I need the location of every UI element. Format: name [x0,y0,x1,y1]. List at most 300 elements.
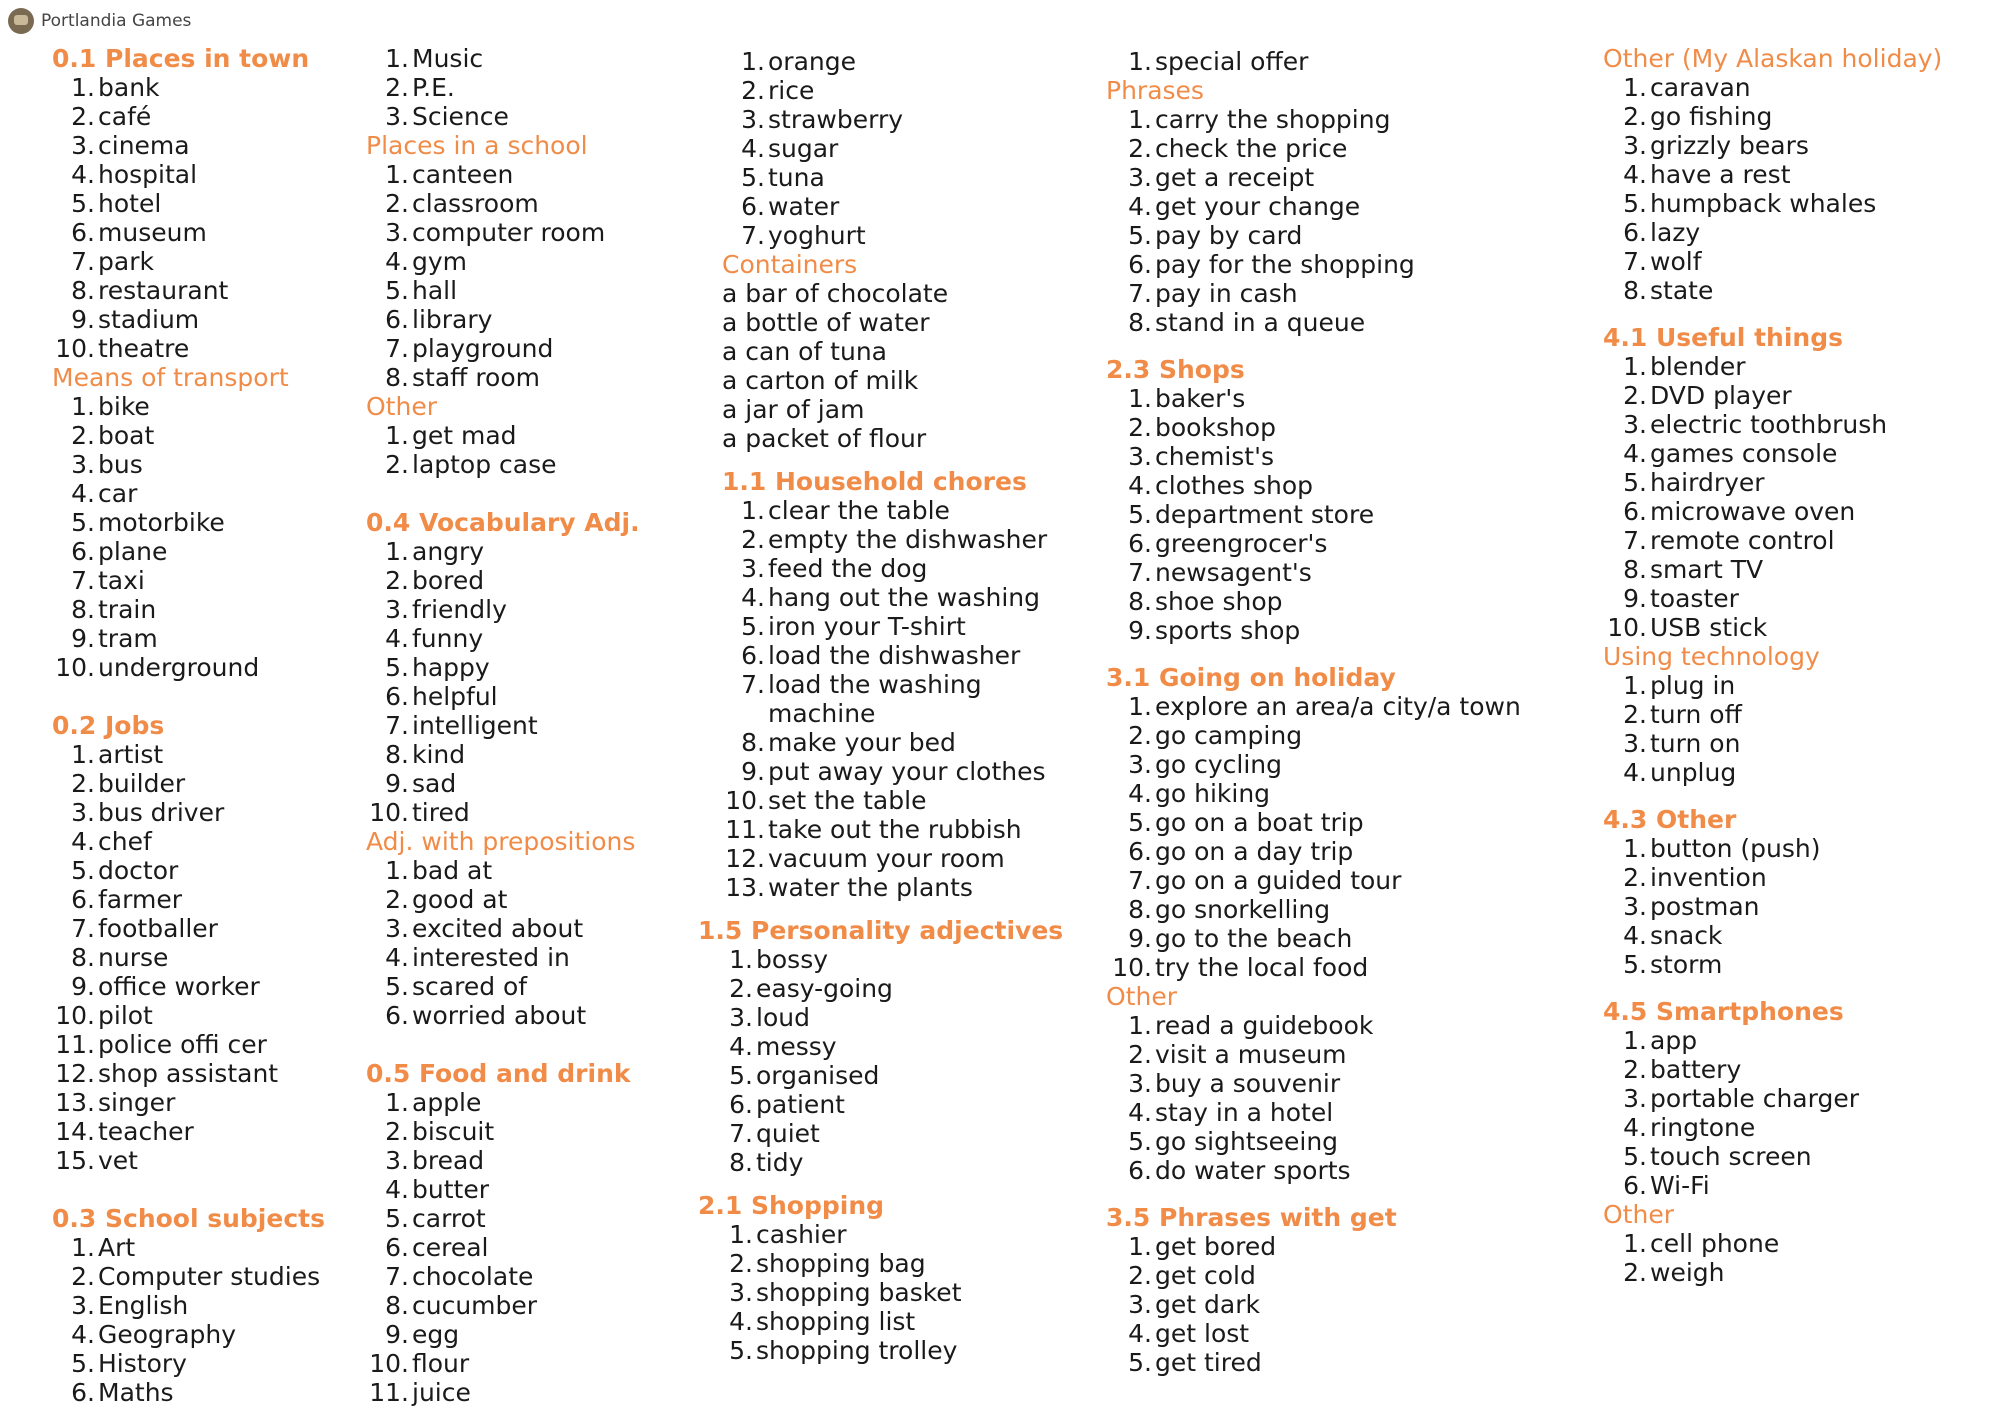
item-number: 2. [71,421,95,450]
item-number: 10. [55,334,95,363]
item-number: 3. [741,105,765,134]
item-number: 7. [1128,558,1152,587]
item-number: 1. [385,537,409,566]
item-text: unplug [1650,758,1737,787]
item-number: 1. [1623,352,1647,381]
list-item [710,105,1063,134]
item-text: History [98,1349,187,1378]
list-item [1603,892,1942,921]
item-number: 6. [385,682,409,711]
item-text: worried about [412,1001,587,1030]
list-item [1106,924,1521,953]
item-text: park [98,247,154,276]
item-text: go to the beach [1155,924,1353,953]
item-number: 5. [1623,189,1647,218]
list-item [1603,950,1942,979]
item-number: 1. [385,856,409,885]
item-number: 1. [1128,1011,1152,1040]
list-item [1603,526,1942,555]
item-number: 5. [1128,808,1152,837]
item-number: 3. [385,1146,409,1175]
list-item [1106,413,1521,442]
item-number: 5. [729,1061,753,1090]
list-item [366,914,640,943]
item-number: 2. [1623,381,1647,410]
item-number: 3. [385,102,409,131]
item-text: carry the shopping [1155,105,1391,134]
item-text: egg [412,1320,460,1349]
list-item [710,1119,1063,1148]
item-number: 3. [385,218,409,247]
item-text: builder [98,769,186,798]
item-number: 3. [1623,729,1647,758]
list-item [710,221,1063,250]
item-text: iron your T-shirt [768,612,966,641]
item-text: bossy [756,945,829,974]
item-number: 6. [1128,250,1152,279]
item-number: 1. [71,740,95,769]
list-item [52,1088,325,1117]
list-item [52,1030,325,1059]
list-item [710,134,1063,163]
list-item [1106,1069,1521,1098]
item-text: bus driver [98,798,225,827]
list-item [52,160,325,189]
item-number: 4. [385,247,409,276]
item-text: go sightseeing [1155,1127,1339,1156]
item-number: 5. [71,189,95,218]
item-text: get lost [1155,1319,1250,1348]
item-text: sad [412,769,457,798]
item-number: 9. [741,757,765,786]
item-text: tram [98,624,158,653]
list-item [366,711,640,740]
item-number: 5. [741,163,765,192]
item-text: boat [98,421,155,450]
item-number: 9. [71,305,95,334]
item-text: blender [1650,352,1746,381]
list-item: a bottle of water [722,308,930,337]
item-text: loud [756,1003,810,1032]
list-item [366,1088,640,1117]
item-number: 5. [385,972,409,1001]
list-item [52,305,325,334]
item-text: scared of [412,972,528,1001]
item-text: hairdryer [1650,468,1765,497]
item-number: 1. [385,44,409,73]
item-text: tuna [768,163,825,192]
item-number: 12. [55,1059,95,1088]
section-gap [1603,979,1942,997]
list-item [1603,729,1942,758]
list-item [52,102,325,131]
item-number [710,699,765,728]
item-text: bad at [412,856,493,885]
item-number: 2. [385,566,409,595]
list-item [1603,834,1942,863]
item-number: 5. [71,508,95,537]
subsection-heading: Means of transport [52,363,289,392]
subsection-heading: Other (My Alaskan holiday) [1603,44,1943,73]
list-item [1106,500,1521,529]
item-text: weigh [1650,1258,1725,1287]
item-text: theatre [98,334,190,363]
list-item [710,525,1063,554]
list-item [366,189,640,218]
item-number: 3. [1128,1290,1152,1319]
item-text: department store [1155,500,1375,529]
item-text: bored [412,566,485,595]
item-text: pay in cash [1155,279,1298,308]
item-number: 8. [385,740,409,769]
item-text: vacuum your room [768,844,1005,873]
list-item [710,583,1063,612]
item-text: turn on [1650,729,1741,758]
item-text: stadium [98,305,200,334]
list-item [710,1148,1063,1177]
item-text: hang out the washing [768,583,1040,612]
item-text: biscuit [412,1117,495,1146]
subsection-heading: Places in a school [366,131,588,160]
item-text: check the price [1155,134,1348,163]
item-number: 3. [1623,131,1647,160]
item-text: apple [412,1088,482,1117]
item-number: 8. [741,728,765,757]
list-item [366,1117,640,1146]
item-text: motorbike [98,508,225,537]
item-number: 2. [71,102,95,131]
list-item [1603,700,1942,729]
item-text: newsagent's [1155,558,1312,587]
item-text: rice [768,76,815,105]
item-number: 4. [1623,1113,1647,1142]
item-number: 7. [385,711,409,740]
list-item [366,450,640,479]
item-text: smart TV [1650,555,1764,584]
list-item [1106,442,1521,471]
item-number: 7. [729,1119,753,1148]
list-item [1603,863,1942,892]
item-text: friendly [412,595,507,624]
item-number: 2. [1623,102,1647,131]
list-item [52,653,325,682]
list-item [710,1307,1063,1336]
item-text: farmer [98,885,182,914]
list-item [1106,837,1521,866]
item-text: bread [412,1146,485,1175]
item-text: take out the rubbish [768,815,1022,844]
list-item [1106,953,1521,982]
item-number: 4. [729,1032,753,1061]
list-item [1106,1290,1521,1319]
item-text: go on a boat trip [1155,808,1364,837]
item-text: games console [1650,439,1838,468]
item-text: plane [98,537,168,566]
item-number: 6. [385,1001,409,1030]
item-text: feed the dog [768,554,928,583]
item-number: 4. [729,1307,753,1336]
list-item [710,612,1063,641]
item-number: 4. [741,583,765,612]
list-item [710,974,1063,1003]
item-text: pay by card [1155,221,1303,250]
list-item [366,1320,640,1349]
item-number: 1. [1623,1026,1647,1055]
item-text: classroom [412,189,539,218]
column-3 [698,47,1064,1365]
section-gap [366,1030,640,1059]
item-number: 3. [1128,1069,1152,1098]
item-number: 2. [741,76,765,105]
item-number: 6. [71,1378,95,1407]
item-number: 6. [71,885,95,914]
item-number: 3. [741,554,765,583]
item-number: 8. [385,363,409,392]
list-item [366,218,640,247]
item-number: 2. [1128,1040,1152,1069]
item-text: humpback whales [1650,189,1877,218]
item-text: chemist's [1155,442,1274,471]
section-gap [52,1175,325,1204]
item-text: get tired [1155,1348,1262,1377]
section-heading: 3.1 Going on holiday [1106,663,1396,692]
item-text: touch screen [1650,1142,1812,1171]
item-number: 4. [71,160,95,189]
list-item [52,566,325,595]
item-number: 2. [385,885,409,914]
list-item [366,537,640,566]
section-gap [1603,305,1942,323]
item-text: clear the table [768,496,950,525]
item-number: 4. [1623,921,1647,950]
item-text: funny [412,624,484,653]
item-number: 7. [385,334,409,363]
item-text: carrot [412,1204,486,1233]
list-item [1603,555,1942,584]
item-text: yoghurt [768,221,866,250]
list-item [1106,384,1521,413]
list-item [1106,1098,1521,1127]
list-item [1106,750,1521,779]
item-number: 8. [71,943,95,972]
item-number: 13. [725,873,765,902]
list-item [1603,1229,1942,1258]
item-number: 1. [71,73,95,102]
list-item [1106,163,1521,192]
item-text: clothes shop [1155,471,1314,500]
item-number: 3. [1128,750,1152,779]
list-item [366,73,640,102]
item-number: 8. [71,276,95,305]
item-text: flour [412,1349,470,1378]
item-number: 6. [1128,837,1152,866]
item-text: tired [412,798,470,827]
list-item [366,1175,640,1204]
list-item [366,1204,640,1233]
list-item [52,1146,325,1175]
item-number: 12. [725,844,765,873]
item-number: 4. [71,479,95,508]
item-number: 2. [1623,1258,1647,1287]
item-text: teacher [98,1117,194,1146]
list-item [366,1001,640,1030]
item-number: 2. [71,769,95,798]
item-text: café [98,102,152,131]
item-text: stand in a queue [1155,308,1366,337]
list-item [710,554,1063,583]
section-heading: 0.5 Food and drink [366,1059,631,1088]
list-item [710,47,1063,76]
item-text: microwave oven [1650,497,1856,526]
item-text: get your change [1155,192,1361,221]
item-number: 6. [385,1233,409,1262]
item-text: strawberry [768,105,904,134]
item-number: 8. [1128,308,1152,337]
item-number: 9. [1623,584,1647,613]
item-text: P.E. [412,73,455,102]
item-text: museum [98,218,207,247]
item-number: 1. [1128,692,1152,721]
column-1 [52,44,325,1407]
item-text: tidy [756,1148,804,1177]
subsection-heading: Containers [722,250,858,279]
item-text: shoe shop [1155,587,1283,616]
item-text: have a rest [1650,160,1791,189]
item-text: artist [98,740,164,769]
list-item [52,537,325,566]
list-item [710,76,1063,105]
item-text: water [768,192,840,221]
list-item [1106,529,1521,558]
item-text: bus [98,450,143,479]
item-number: 11. [725,815,765,844]
item-text: police offi cer [98,1030,267,1059]
section-heading: 0.3 School subjects [52,1204,325,1233]
item-number: 8. [1623,555,1647,584]
list-item [1106,105,1521,134]
item-text: USB stick [1650,613,1768,642]
item-number: 3. [71,450,95,479]
item-text: butter [412,1175,489,1204]
section-gap [710,902,1063,916]
section-heading: 4.3 Other [1603,805,1737,834]
item-text: caravan [1650,73,1751,102]
item-number: 2. [729,1249,753,1278]
item-text: sports shop [1155,616,1301,645]
item-number: 7. [741,670,765,699]
item-number: 7. [71,914,95,943]
item-text: DVD player [1650,381,1792,410]
list-item [1603,276,1942,305]
item-text: Science [412,102,509,131]
item-text: chocolate [412,1262,534,1291]
item-text: go camping [1155,721,1303,750]
list-item [366,1378,640,1407]
item-text: canteen [412,160,514,189]
item-text: electric toothbrush [1650,410,1888,439]
item-number: 9. [385,1320,409,1349]
list-item [1106,895,1521,924]
item-text: set the table [768,786,927,815]
list-item [52,769,325,798]
item-number: 4. [385,1175,409,1204]
list-item [52,1117,325,1146]
list-item [1603,1171,1942,1200]
item-number: 5. [71,1349,95,1378]
item-text: singer [98,1088,176,1117]
list-item [366,769,640,798]
item-number: 10. [1112,953,1152,982]
item-number: 5. [1623,950,1647,979]
item-number: 1. [729,945,753,974]
list-item [52,885,325,914]
item-number: 1. [741,47,765,76]
item-number: 6. [729,1090,753,1119]
list-item [366,682,640,711]
item-text: cell phone [1650,1229,1780,1258]
list-item [710,496,1063,525]
item-number: 10. [369,1349,409,1378]
item-text: good at [412,885,508,914]
list-item [1603,73,1942,102]
item-text: patient [756,1090,845,1119]
column-5 [1603,44,1942,1287]
item-text: go on a day trip [1155,837,1354,866]
item-text: hospital [98,160,198,189]
list-item [52,334,325,363]
item-number: 1. [71,392,95,421]
list-item [1106,866,1521,895]
item-number: 5. [385,276,409,305]
list-item [1603,439,1942,468]
item-text: go cycling [1155,750,1283,779]
list-item [1603,584,1942,613]
section-gap [1106,645,1521,663]
list-item [52,189,325,218]
list-item [1106,1011,1521,1040]
item-text: sugar [768,134,839,163]
item-text: storm [1650,950,1723,979]
list-item [710,1003,1063,1032]
column-2 [366,44,640,1407]
list-item [366,1262,640,1291]
list-item [1603,1026,1942,1055]
item-number: 5. [1128,500,1152,529]
section-gap [366,479,640,508]
item-text: toaster [1650,584,1739,613]
list-item [710,1032,1063,1061]
item-number: 7. [71,566,95,595]
item-text: laptop case [412,450,557,479]
list-item [710,699,1063,728]
list-item [52,247,325,276]
item-text: shopping basket [756,1278,962,1307]
brand-name: Portlandia Games [41,11,192,31]
list-item [1603,613,1942,642]
item-text: shop assistant [98,1059,279,1088]
item-text: taxi [98,566,145,595]
item-number: 1. [1623,671,1647,700]
list-item [1106,1261,1521,1290]
item-text: car [98,479,138,508]
item-number: 11. [369,1378,409,1407]
section-gap [710,453,1063,467]
list-item [52,972,325,1001]
item-number: 8. [1128,895,1152,924]
item-number: 6. [1623,1171,1647,1200]
item-number: 3. [1128,442,1152,471]
list-item [52,1262,325,1291]
